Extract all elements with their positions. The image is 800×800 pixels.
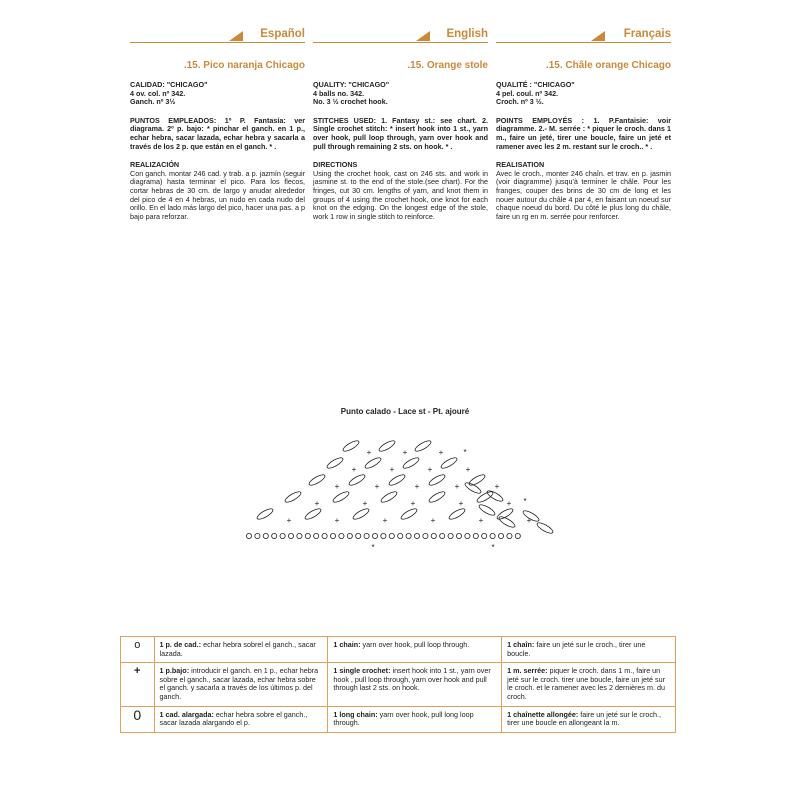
language-name: Español — [257, 28, 305, 40]
term: 1 long chain: — [333, 709, 378, 719]
pattern-title: .15. Châle orange Chicago — [545, 60, 671, 71]
language-name: English — [443, 28, 488, 40]
definition: insert hook into 1 st., yarn over hook , pull loop through, yarn over hook and pull through last 2 sts. on hook. — [333, 666, 491, 693]
single-crochet-stitch: + — [427, 465, 433, 474]
chain-stitch — [339, 533, 344, 538]
chain-stitch — [372, 533, 377, 538]
chain-stitch — [280, 533, 285, 538]
column-english — [313, 28, 488, 221]
chain-symbol: o — [121, 637, 155, 663]
legend-en — [328, 706, 502, 732]
chain-stitch — [246, 533, 251, 538]
stitches-block: PUNTOS EMPLEADOS: 1º P. Fantasía: ver diagrama. 2º p. bajo: * pinchar el ganch. en 1 p., echar hebra, sacar lazada, echar hebra y sacarla a través de los 2 p. que están en el ganch. * . — [130, 115, 305, 151]
single-crochet-stitch: + — [465, 465, 471, 474]
long-chain-stitch — [400, 507, 419, 521]
chain-stitch — [330, 533, 335, 538]
quality-yarn: 4 pel. coul. nº 342. — [496, 88, 559, 98]
long-chain-stitch — [440, 456, 459, 470]
definition: yarn over hook, pull long loop through. — [333, 709, 474, 728]
long-chain-stitch — [304, 507, 323, 521]
quality-block — [496, 81, 671, 107]
quality-label: CALIDAD: "CHICAGO" — [130, 80, 208, 89]
directions-text: Con ganch. montar 246 cad. y trab. a p. jazmín (seguir diagrama) hasta terminar el pico. Para los flecos, cortar hebras de 30 cm. de largo y anudar alrededor del pico de 4 en 4 hebras, un nudo en cada nudo del orillo. En el lado más largo del pico, hacer una pas. a p bajo para reforzar. — [130, 168, 305, 221]
legend-fr — [502, 706, 676, 732]
divider — [130, 42, 305, 43]
single-crochet-stitch: + — [454, 482, 460, 491]
legend-en — [328, 663, 502, 706]
chain-stitch — [288, 533, 293, 538]
term: 1 chaînette allongée: — [507, 709, 579, 719]
term: 1 chaîn: — [507, 640, 535, 649]
chart-title: Punto calado - Lace st - Pt. ajouré — [340, 407, 470, 416]
single-crochet-stitch: + — [458, 499, 464, 508]
chain-stitch — [423, 533, 428, 538]
directions-block — [496, 161, 671, 221]
chain-stitch — [297, 533, 302, 538]
chain-stitch — [389, 533, 394, 538]
definition: piquer le croch. dans 1 m., faire un jeté sur le croch. tirer une boucle, faire un jeté sur le croch. et le ramener avec les 2 dernières m. du croch. — [507, 666, 665, 701]
chain-stitch — [482, 533, 487, 538]
legend-en — [328, 637, 502, 663]
chain-stitch — [381, 533, 386, 538]
directions-heading: REALIZACIÓN — [130, 160, 180, 170]
directions-heading: DIRECTIONS — [313, 160, 358, 170]
long-chain-stitch — [364, 456, 383, 470]
long-chain-stitch — [380, 490, 399, 504]
long-chain-stitch — [498, 515, 517, 529]
divider — [313, 42, 488, 43]
directions-text: Using the crochet hook, cast on 246 sts. and work in jasmine st. to the end of the stole.(see chart). For the fringes, cut 30 cm. lengths of yarn, and knot them in groups of 4 using the crochet hook, one knot for each knot on the edging. On the longest edge of the stole, work 1 row in single stitch to reinforce. — [313, 168, 488, 221]
chain-stitch — [406, 533, 411, 538]
single-crochet-stitch: + — [334, 482, 340, 491]
definition: faire un jeté sur le croch., tirer une boucle en allongeant la m. — [507, 709, 661, 728]
single-crochet-stitch: + — [382, 516, 388, 525]
chain-stitch — [465, 533, 470, 538]
chain-stitch — [322, 533, 327, 538]
pattern-title: .15. Pico naranja Chicago — [183, 60, 305, 71]
single-crochet-stitch: + — [430, 516, 436, 525]
chain-stitch — [498, 533, 503, 538]
long-chain-stitch — [388, 473, 407, 487]
single-crochet-stitch: + — [402, 448, 408, 457]
chart-symbols — [246, 439, 554, 552]
directions-text: Avec le croch., monter 246 chaîn. et trav. en p. jasmin (voir diagramme) jusqu'à terminer le châle. Pour les franges, couper des brins de 30 cm de long et les nouer autour du châle 4 par 4, en faisant un noeud sur chaque noeud du bord. Du côté le plus long du châle, faire un rg en m. serrée pour renforcer. — [496, 168, 671, 221]
quality-block — [313, 81, 488, 107]
single-crochet-stitch: + — [362, 499, 368, 508]
long-chain-stitch — [326, 456, 345, 470]
long-chain-stitch — [428, 473, 447, 487]
long-chain-stitch — [486, 489, 505, 503]
single-crochet-stitch: + — [314, 499, 320, 508]
chain-stitch — [448, 533, 453, 538]
single-crochet-stitch: + — [389, 465, 395, 474]
chain-stitch — [414, 533, 419, 538]
long-chain-stitch — [464, 481, 483, 495]
chain-stitch — [356, 533, 361, 538]
chain-stitch — [263, 533, 268, 538]
language-header — [313, 28, 488, 46]
legend-row — [121, 663, 676, 706]
chain-stitch — [431, 533, 436, 538]
definition: echar hebra sobrel el ganch., sacar lazada. — [159, 640, 316, 658]
long-chain-symbol: 0 — [121, 706, 155, 732]
long-chain-stitch — [332, 490, 351, 504]
quality-label: QUALITY: "CHICAGO" — [313, 80, 390, 89]
legend-es — [154, 706, 328, 732]
legend-table — [120, 636, 676, 733]
long-chain-stitch — [468, 473, 487, 487]
single-crochet-stitch: + — [438, 448, 444, 457]
quality-hook: Croch. nº 3 ½. — [496, 97, 544, 107]
single-crochet-stitch: + — [286, 516, 292, 525]
definition: introducir el ganch. en 1 p., echar hebra sobre el ganch., sacar lazada, echar hebra sobre el ganch. y sacarla a través de los últimos p. del ganch. — [159, 666, 319, 701]
single-crochet-symbol: + — [121, 663, 155, 706]
definition: yarn over hook, pull loop through. — [360, 640, 470, 649]
long-chain-stitch — [256, 507, 275, 521]
quality-hook: Ganch. nº 3½ — [130, 97, 176, 107]
legend-es — [154, 637, 328, 663]
language-header — [130, 28, 305, 46]
legend-row — [121, 637, 676, 663]
quality-hook: No. 3 ½ crochet hook. — [313, 97, 388, 107]
legend-fr — [502, 663, 676, 706]
stitches-block: STITCHES USED: 1. Fantasy st.: see chart. 2. Single crochet stitch: * insert hook into 1 st., yarn over hook, pull loop through, yarn over hook and pull through remaining 2 sts. on hook. * . — [313, 115, 488, 151]
flag-icon — [591, 31, 605, 41]
term: 1 m. serrée: — [507, 666, 548, 676]
flag-icon — [416, 31, 430, 41]
long-chain-stitch — [284, 490, 303, 504]
single-crochet-stitch: + — [526, 516, 532, 525]
directions-heading: REALISATION — [496, 160, 545, 170]
star-mark: * — [371, 543, 375, 552]
chain-stitch — [456, 533, 461, 538]
chain-stitch — [272, 533, 277, 538]
language-header — [496, 28, 671, 46]
legend-row — [121, 706, 676, 732]
long-chain-stitch — [342, 439, 361, 453]
stitch-chart — [245, 400, 565, 560]
single-crochet-stitch: + — [334, 516, 340, 525]
star-mark: * — [523, 497, 527, 506]
star-mark: * — [491, 543, 495, 552]
long-chain-stitch — [378, 439, 397, 453]
long-chain-stitch — [536, 521, 555, 535]
star-mark: * — [463, 448, 467, 457]
long-chain-stitch — [402, 456, 421, 470]
single-crochet-stitch: + — [410, 499, 416, 508]
single-crochet-stitch: + — [374, 482, 380, 491]
chain-stitch — [507, 533, 512, 538]
long-chain-stitch — [414, 439, 433, 453]
long-chain-stitch — [478, 503, 497, 517]
chain-stitch — [305, 533, 310, 538]
chain-stitch — [490, 533, 495, 538]
pattern-title: .15. Orange stole — [407, 60, 488, 71]
long-chain-stitch — [352, 507, 371, 521]
column-french — [496, 28, 671, 221]
single-crochet-stitch: + — [414, 482, 420, 491]
chain-stitch — [364, 533, 369, 538]
single-crochet-stitch: + — [506, 499, 512, 508]
directions-block — [130, 161, 305, 221]
quality-block — [130, 81, 305, 107]
chain-stitch — [473, 533, 478, 538]
definition: faire un jeté sur le croch., tirer une boucle. — [507, 640, 646, 658]
single-crochet-stitch: + — [478, 516, 484, 525]
quality-yarn: 4 balls no. 342. — [313, 88, 365, 98]
long-chain-stitch — [428, 490, 447, 504]
single-crochet-stitch: + — [351, 465, 357, 474]
long-chain-stitch — [496, 507, 515, 521]
long-chain-stitch — [348, 473, 367, 487]
chain-stitch — [515, 533, 520, 538]
chain-stitch — [398, 533, 403, 538]
single-crochet-stitch: + — [494, 482, 500, 491]
stitches-block: POINTS EMPLOYÉS : 1. P.Fantaisie: voir diagramme. 2.- M. serrée : * piquer le croch. dans 1 m., faire un jeté, tirer une boucle, faire un jeté et ramener avec les 2 m. restant sur le croch.. * . — [496, 115, 671, 151]
legend-fr — [502, 637, 676, 663]
divider — [496, 42, 671, 43]
term: 1 p.bajo: — [159, 666, 190, 676]
chain-stitch — [255, 533, 260, 538]
flag-icon — [229, 31, 243, 41]
directions-block — [313, 161, 488, 221]
term: 1 cad. alargada: — [159, 709, 214, 719]
chain-stitch — [314, 533, 319, 538]
term: 1 chain: — [333, 640, 361, 649]
long-chain-stitch — [448, 507, 467, 521]
term: 1 p. de cad.: — [159, 640, 202, 649]
definition: echar hebra sobre el ganch., sacar lazada alargando el p. — [159, 709, 308, 728]
legend-es — [154, 663, 328, 706]
quality-yarn: 4 ov. col. nº 342. — [130, 88, 186, 98]
term: 1 single crochet: — [333, 666, 391, 676]
column-spanish — [130, 28, 305, 221]
quality-label: QUALITÉ : "CHICAGO" — [496, 80, 575, 89]
long-chain-stitch — [308, 473, 327, 487]
chain-stitch — [347, 533, 352, 538]
language-name: Français — [621, 28, 671, 40]
single-crochet-stitch: + — [366, 448, 372, 457]
chain-stitch — [440, 533, 445, 538]
